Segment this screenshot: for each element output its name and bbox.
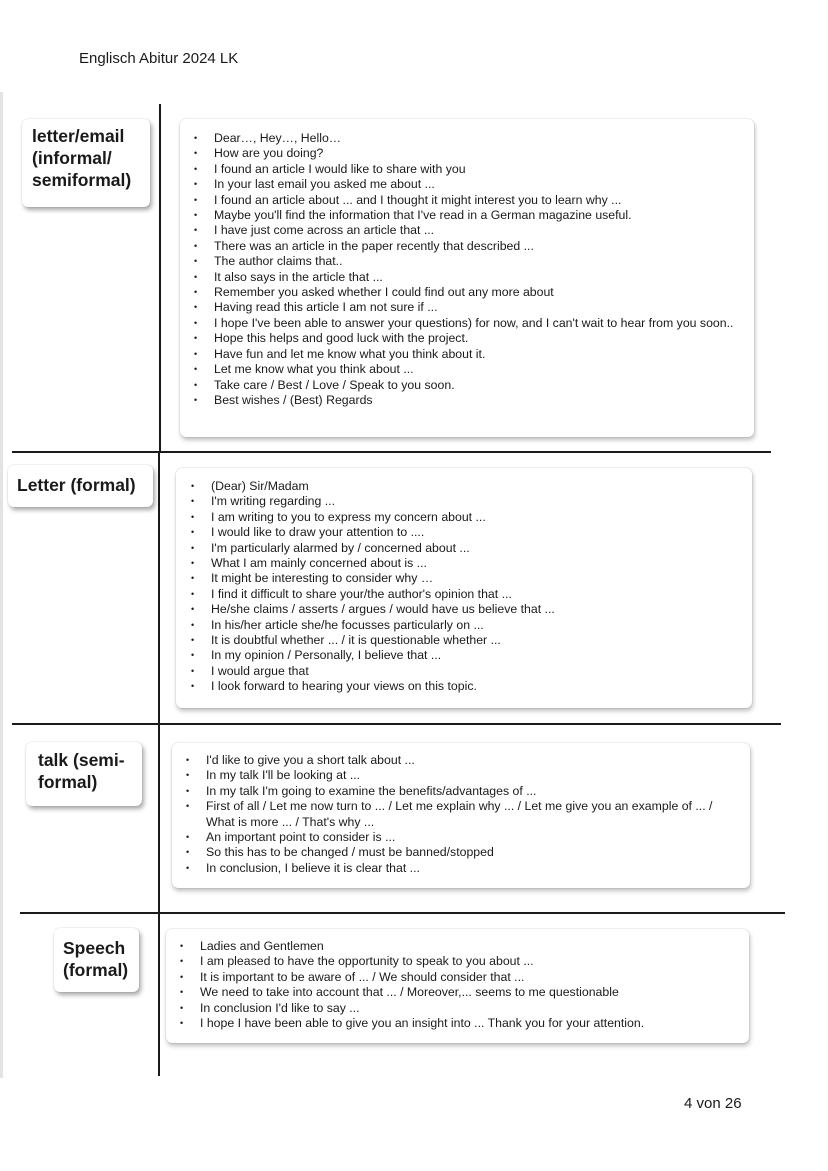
label-line: (formal) [63,960,129,980]
phrase-item: • In your last email you asked me about ... [214,177,744,192]
phrase-item: • I hope I have been able to give you an insight into ... Thank you for your attention. [200,1016,739,1031]
phrase-item: • Remember you asked whether I could find out any more about [214,285,744,300]
phrase-item: • In his/her article she/he focusses particularly on ... [211,618,742,633]
phrase-item: • Take care / Best / Love / Speak to you soon. [214,378,744,393]
left-margin-line [0,92,3,1078]
label-line: semiformal) [32,170,132,190]
page-number: 4 von 26 [684,1095,742,1112]
phrase-item: • I'm writing regarding ... [211,494,742,509]
phrase-item: • An important point to consider is ... [206,830,734,845]
phrase-item: • I'm particularly alarmed by / concerned about ... [211,541,742,556]
phrase-item: • I find it difficult to share your/the author's opinion that ... [211,587,742,602]
phrase-item: • How are you doing? [214,146,744,161]
phrase-item: • I found an article I would like to share with you [214,162,744,177]
label-line: letter/email [32,126,125,146]
section-label-talk [26,742,142,806]
phrase-item: • Having read this article I am not sure if ... [214,300,744,315]
phrase-item: • I have just come across an article that ... [214,223,744,238]
phrase-item: • It also says in the article that ... [214,270,744,285]
phrases-box-letter-formal [176,468,752,708]
phrase-list [200,939,739,1031]
section-label-letter-email [22,119,150,207]
label-line: (informal/ [32,148,112,168]
label-line: talk (semi- [38,750,125,770]
phrase-item: • It might be interesting to consider why … [211,571,742,586]
phrase-item: • So this has to be changed / must be banned/stopped [206,845,734,860]
phrase-item: • The author claims that.. [214,254,744,269]
phrase-item: • What I am mainly concerned about is ... [211,556,742,571]
phrase-item: • (Dear) Sir/Madam [211,479,742,494]
phrase-item: • Maybe you'll find the information that I've read in a German magazine useful. [214,208,744,223]
table-divider-horizontal-2 [12,723,781,725]
section-label-letter-formal [8,465,153,507]
phrase-item: • Dear…, Hey…, Hello… [214,131,744,146]
phrase-item: • Let me know what you think about ... [214,362,744,377]
phrase-item: • First of all / Let me now turn to ... / Let me explain why ... / Let me give you an example of ... / What is more ... / That's why ... [206,799,734,830]
table-divider-vertical-2 [158,452,160,1076]
phrase-item: • I found an article about ... and I thought it might interest you to learn why ... [214,193,744,208]
label-line: Speech [63,938,126,958]
phrase-item: • There was an article in the paper recently that described ... [214,239,744,254]
phrase-item: • I would argue that [211,664,742,679]
phrase-item: • Ladies and Gentlemen [200,939,739,954]
table-divider-horizontal-1 [12,451,771,453]
phrase-item: • Have fun and let me know what you think about it. [214,347,744,362]
section-label-speech [54,928,139,992]
phrase-item: • In my opinion / Personally, I believe that ... [211,648,742,663]
phrase-item: • I'd like to give you a short talk about ... [206,753,734,768]
phrase-item: • I am pleased to have the opportunity to speak to you about ... [200,954,739,969]
phrase-list [211,479,742,695]
phrase-item: • It is important to be aware of ... / We should consider that ... [200,970,739,985]
table-divider-vertical-1 [159,104,161,452]
phrase-item: • Best wishes / (Best) Regards [214,393,744,408]
phrase-item: • I am writing to you to express my concern about ... [211,510,742,525]
phrase-item: • In conclusion I'd like to say ... [200,1001,739,1016]
phrase-list [214,131,744,408]
phrase-item: • We need to take into account that ... / Moreover,... seems to me questionable [200,985,739,1000]
label-line: Letter (formal) [17,475,136,495]
document-header: Englisch Abitur 2024 LK [79,50,239,67]
phrase-item: • In my talk I'm going to examine the benefits/advantages of ... [206,784,734,799]
phrase-item: • Hope this helps and good luck with the project. [214,331,744,346]
phrase-item: • I hope I've been able to answer your questions) for now, and I can't wait to hear from you soon.. [214,316,744,331]
phrase-item: • I would like to draw your attention to .... [211,525,742,540]
phrase-list [206,753,734,876]
phrase-item: • I look forward to hearing your views on this topic. [211,679,742,694]
table-divider-horizontal-3 [20,912,785,914]
phrase-item: • It is doubtful whether ... / it is questionable whether ... [211,633,742,648]
phrases-box-speech [166,929,749,1043]
phrase-item: • He/she claims / asserts / argues / would have us believe that ... [211,602,742,617]
label-line: formal) [38,772,98,792]
phrase-item: • In my talk I'll be looking at ... [206,768,734,783]
phrases-box-talk [172,743,750,888]
phrase-item: • In conclusion, I believe it is clear that ... [206,861,734,876]
phrases-box-letter-email [180,119,754,437]
